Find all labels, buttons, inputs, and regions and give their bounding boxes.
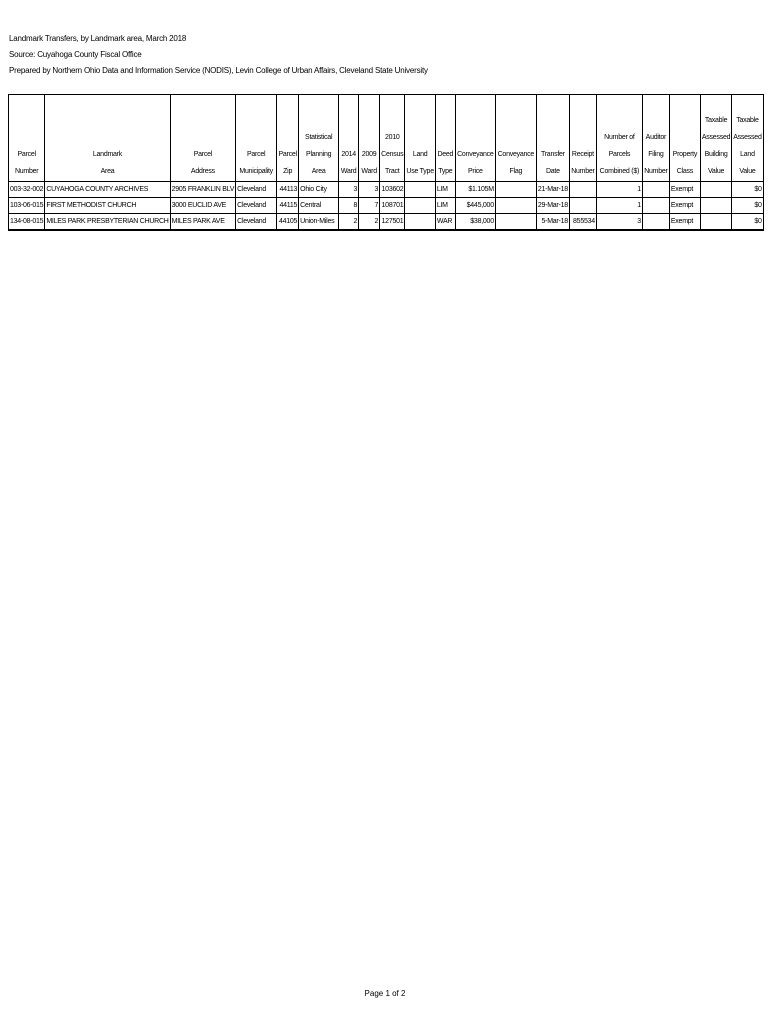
column-header-line — [46, 129, 168, 146]
column-header-line: Filing — [648, 151, 664, 158]
cell-parcel-number: 103-06-015 — [9, 198, 45, 214]
cell-receipt-number: 855534 — [569, 214, 596, 231]
column-header-line — [381, 112, 403, 129]
column-header-line: Flag — [509, 168, 523, 175]
cell-receipt-number — [569, 198, 596, 214]
column-header-line: Ward — [340, 168, 357, 175]
column-header-line: Ward — [361, 168, 377, 175]
cell-number-of-parcels: 1 — [596, 182, 642, 198]
column-header-line — [237, 112, 275, 129]
column-header-line: 2014 — [341, 151, 356, 158]
cell-receipt-number — [569, 182, 596, 198]
column-header-line: Land — [412, 151, 428, 158]
cell-landmark-area: CUYAHOGA COUNTY ARCHIVES — [45, 182, 170, 198]
column-header-line — [733, 95, 761, 112]
cell-taxable-building-value — [700, 182, 731, 198]
landmark-transfers-table — [8, 94, 764, 231]
cell-conveyance-flag — [495, 182, 536, 198]
column-header-line — [172, 129, 235, 146]
report-prepared-by: Prepared by Northern Ohio Data and Information Service (NODIS), Levin College of Urban Affairs, Cleveland State University — [9, 66, 428, 75]
column-header-line — [360, 129, 378, 146]
cell-parcel-municipality: Cleveland — [236, 198, 277, 214]
cell-conveyance-flag — [495, 214, 536, 231]
column-header-line — [671, 129, 699, 146]
column-header-line: Price — [467, 168, 483, 175]
cell-statistical-planning-area: Ohio City — [299, 182, 339, 198]
cell-land-use-type — [405, 214, 435, 231]
column-header-line: Planning — [306, 151, 332, 158]
column-header-line: Transfer — [540, 151, 565, 158]
column-header-line: Date — [545, 168, 560, 175]
column-header-census-tract-2010 — [380, 95, 405, 182]
cell-statistical-planning-area: Central — [299, 198, 339, 214]
cell-conveyance-price: $445,000 — [455, 198, 495, 214]
column-header-line — [406, 95, 433, 112]
column-header-line — [457, 95, 494, 112]
column-header-line — [437, 112, 454, 129]
cell-property-class: Exempt — [669, 182, 700, 198]
column-header-line: Assessed — [733, 134, 762, 141]
column-header-parcel-municipality — [236, 95, 277, 182]
column-header-line — [571, 129, 595, 146]
cell-taxable-land-value: $0 — [732, 182, 763, 198]
column-header-line — [497, 112, 535, 129]
column-header-line — [46, 95, 168, 112]
column-header-taxable-land-value — [732, 95, 763, 182]
column-header-line: Class — [676, 168, 694, 175]
table-row — [9, 182, 764, 198]
cell-transfer-date: 5-Mar-18 — [536, 214, 569, 231]
column-header-line: Deed — [437, 151, 454, 158]
column-header-transfer-date — [536, 95, 569, 182]
column-header-line: Census — [381, 151, 404, 158]
cell-auditor-filing-number — [642, 182, 669, 198]
cell-property-class: Exempt — [669, 198, 700, 214]
column-header-line — [437, 95, 454, 112]
column-header-line: Tract — [385, 168, 400, 175]
column-header-line — [360, 95, 378, 112]
column-header-property-class — [669, 95, 700, 182]
column-header-line: Assessed — [701, 134, 731, 141]
column-header-ward-2009 — [359, 95, 380, 182]
table-body — [9, 182, 764, 231]
column-header-line: Value — [708, 168, 725, 175]
cell-parcel-municipality: Cleveland — [236, 214, 277, 231]
cell-parcel-number: 003-32-002 — [9, 182, 45, 198]
cell-parcel-address: 3000 EUCLID AVE — [170, 198, 236, 214]
column-header-line — [437, 129, 454, 146]
column-header-line — [671, 112, 699, 129]
column-header-line — [300, 112, 337, 129]
column-header-line: 2009 — [361, 151, 377, 158]
column-header-line — [671, 95, 699, 112]
cell-land-use-type — [405, 198, 435, 214]
column-header-parcel-zip — [277, 95, 299, 182]
column-header-line — [340, 95, 357, 112]
column-header-line — [702, 95, 730, 112]
column-header-line — [172, 95, 235, 112]
column-header-line: Zip — [283, 168, 293, 175]
column-header-line: Statistical — [305, 134, 333, 141]
column-header-line — [237, 129, 275, 146]
cell-parcel-number: 134-08-015 — [9, 214, 45, 231]
cell-deed-type: WAR — [435, 214, 455, 231]
column-header-line: Type — [438, 168, 453, 175]
column-header-line — [406, 129, 433, 146]
cell-parcel-municipality: Cleveland — [236, 182, 277, 198]
cell-parcel-zip: 44105 — [277, 214, 299, 231]
cell-taxable-building-value — [700, 214, 731, 231]
column-header-line: Conveyance — [457, 151, 494, 158]
column-header-line: Parcel — [193, 151, 213, 158]
column-header-line: Municipality — [239, 168, 273, 175]
column-header-line — [10, 95, 43, 112]
column-header-line — [10, 112, 43, 129]
column-header-parcel-number — [9, 95, 45, 182]
cell-ward-2009: 2 — [359, 214, 380, 231]
column-header-statistical-planning-area — [299, 95, 339, 182]
cell-ward-2009: 7 — [359, 198, 380, 214]
column-header-conveyance-flag — [495, 95, 536, 182]
column-header-line: Parcel — [17, 151, 36, 158]
column-header-line: Building — [704, 151, 728, 158]
report-source: Source: Cuyahoga County Fiscal Office — [9, 50, 142, 59]
column-header-number-of-parcels — [596, 95, 642, 182]
cell-census-tract-2010: 108701 — [380, 198, 405, 214]
column-header-line: Auditor — [645, 134, 667, 141]
cell-conveyance-price: $38,000 — [455, 214, 495, 231]
column-header-line: Conveyance — [497, 151, 535, 158]
column-header-land-use-type — [405, 95, 435, 182]
column-header-line: Address — [190, 168, 215, 175]
cell-transfer-date: 21-Mar-18 — [536, 182, 569, 198]
cell-land-use-type — [405, 182, 435, 198]
column-header-landmark-area — [45, 95, 170, 182]
column-header-ward-2014 — [339, 95, 359, 182]
column-header-line — [278, 129, 297, 146]
cell-ward-2014: 8 — [339, 198, 359, 214]
cell-ward-2014: 3 — [339, 182, 359, 198]
column-header-line: Number of — [604, 134, 635, 141]
cell-parcel-address: 2905 FRANKLIN BLV — [170, 182, 236, 198]
column-header-line: Area — [100, 168, 115, 175]
column-header-line: Combined ($) — [599, 168, 640, 175]
column-header-line — [278, 112, 297, 129]
column-header-line: Parcels — [608, 151, 631, 158]
column-header-line — [340, 129, 357, 146]
cell-taxable-building-value — [700, 198, 731, 214]
column-header-line — [598, 95, 641, 112]
column-header-line — [172, 112, 235, 129]
column-header-line: Receipt — [571, 151, 594, 158]
cell-deed-type: LIM — [435, 182, 455, 198]
cell-landmark-area: MILES PARK PRESBYTERIAN CHURCH — [45, 214, 170, 231]
column-header-receipt-number — [569, 95, 596, 182]
column-header-line: Use Type — [406, 168, 434, 175]
cell-auditor-filing-number — [642, 198, 669, 214]
table-header-row — [9, 95, 764, 182]
cell-property-class: Exempt — [669, 214, 700, 231]
column-header-line — [237, 95, 275, 112]
column-header-line — [538, 112, 568, 129]
cell-conveyance-price: $1.105M — [455, 182, 495, 198]
cell-conveyance-flag — [495, 198, 536, 214]
column-header-line — [538, 129, 568, 146]
column-header-line: Parcel — [246, 151, 266, 158]
column-header-line — [340, 112, 357, 129]
column-header-line: Number — [644, 168, 668, 175]
column-header-line — [406, 112, 433, 129]
column-header-line: Land — [740, 151, 755, 158]
column-header-line — [457, 129, 494, 146]
cell-number-of-parcels: 1 — [596, 198, 642, 214]
cell-number-of-parcels: 3 — [596, 214, 642, 231]
column-header-line — [571, 112, 595, 129]
column-header-line — [278, 95, 297, 112]
column-header-deed-type — [435, 95, 455, 182]
column-header-line: Landmark — [92, 151, 123, 158]
cell-census-tract-2010: 127501 — [380, 214, 405, 231]
column-header-line — [571, 95, 595, 112]
cell-parcel-zip: 44113 — [277, 182, 299, 198]
column-header-line: Parcel — [278, 151, 297, 158]
column-header-line — [538, 95, 568, 112]
column-header-parcel-address — [170, 95, 236, 182]
cell-parcel-address: MILES PARK AVE — [170, 214, 236, 231]
cell-transfer-date: 29-Mar-18 — [536, 198, 569, 214]
column-header-line — [46, 112, 168, 129]
column-header-line — [497, 129, 535, 146]
column-header-line: 2010 — [384, 134, 400, 141]
cell-taxable-land-value: $0 — [732, 214, 763, 231]
cell-statistical-planning-area: Union-Miles — [299, 214, 339, 231]
column-header-line: Value — [739, 168, 756, 175]
cell-census-tract-2010: 103602 — [380, 182, 405, 198]
column-header-line: Number — [571, 168, 595, 175]
cell-landmark-area: FIRST METHODIST CHURCH — [45, 198, 170, 214]
column-header-line — [381, 95, 403, 112]
column-header-line: Property — [672, 151, 698, 158]
column-header-line — [598, 112, 641, 129]
cell-deed-type: LIM — [435, 198, 455, 214]
page-number: Page 1 of 2 — [364, 989, 406, 998]
column-header-line — [10, 129, 43, 146]
column-header-line: Taxable — [736, 117, 759, 124]
cell-auditor-filing-number — [642, 214, 669, 231]
column-header-line: Number — [14, 168, 39, 175]
table-row — [9, 214, 764, 231]
report-title: Landmark Transfers, by Landmark area, March 2018 — [9, 34, 187, 43]
cell-parcel-zip: 44115 — [277, 198, 299, 214]
column-header-auditor-filing-number — [642, 95, 669, 182]
column-header-line: Area — [311, 168, 326, 175]
column-header-line — [360, 112, 378, 129]
cell-ward-2014: 2 — [339, 214, 359, 231]
column-header-line — [644, 112, 668, 129]
column-header-line — [457, 112, 494, 129]
table-row — [9, 198, 764, 214]
cell-ward-2009: 3 — [359, 182, 380, 198]
column-header-line — [497, 95, 535, 112]
cell-taxable-land-value: $0 — [732, 198, 763, 214]
column-header-taxable-building-value — [700, 95, 731, 182]
column-header-line: Taxable — [704, 117, 728, 124]
column-header-line — [300, 95, 337, 112]
column-header-line — [644, 95, 668, 112]
report-header — [9, 31, 428, 79]
column-header-conveyance-price — [455, 95, 495, 182]
